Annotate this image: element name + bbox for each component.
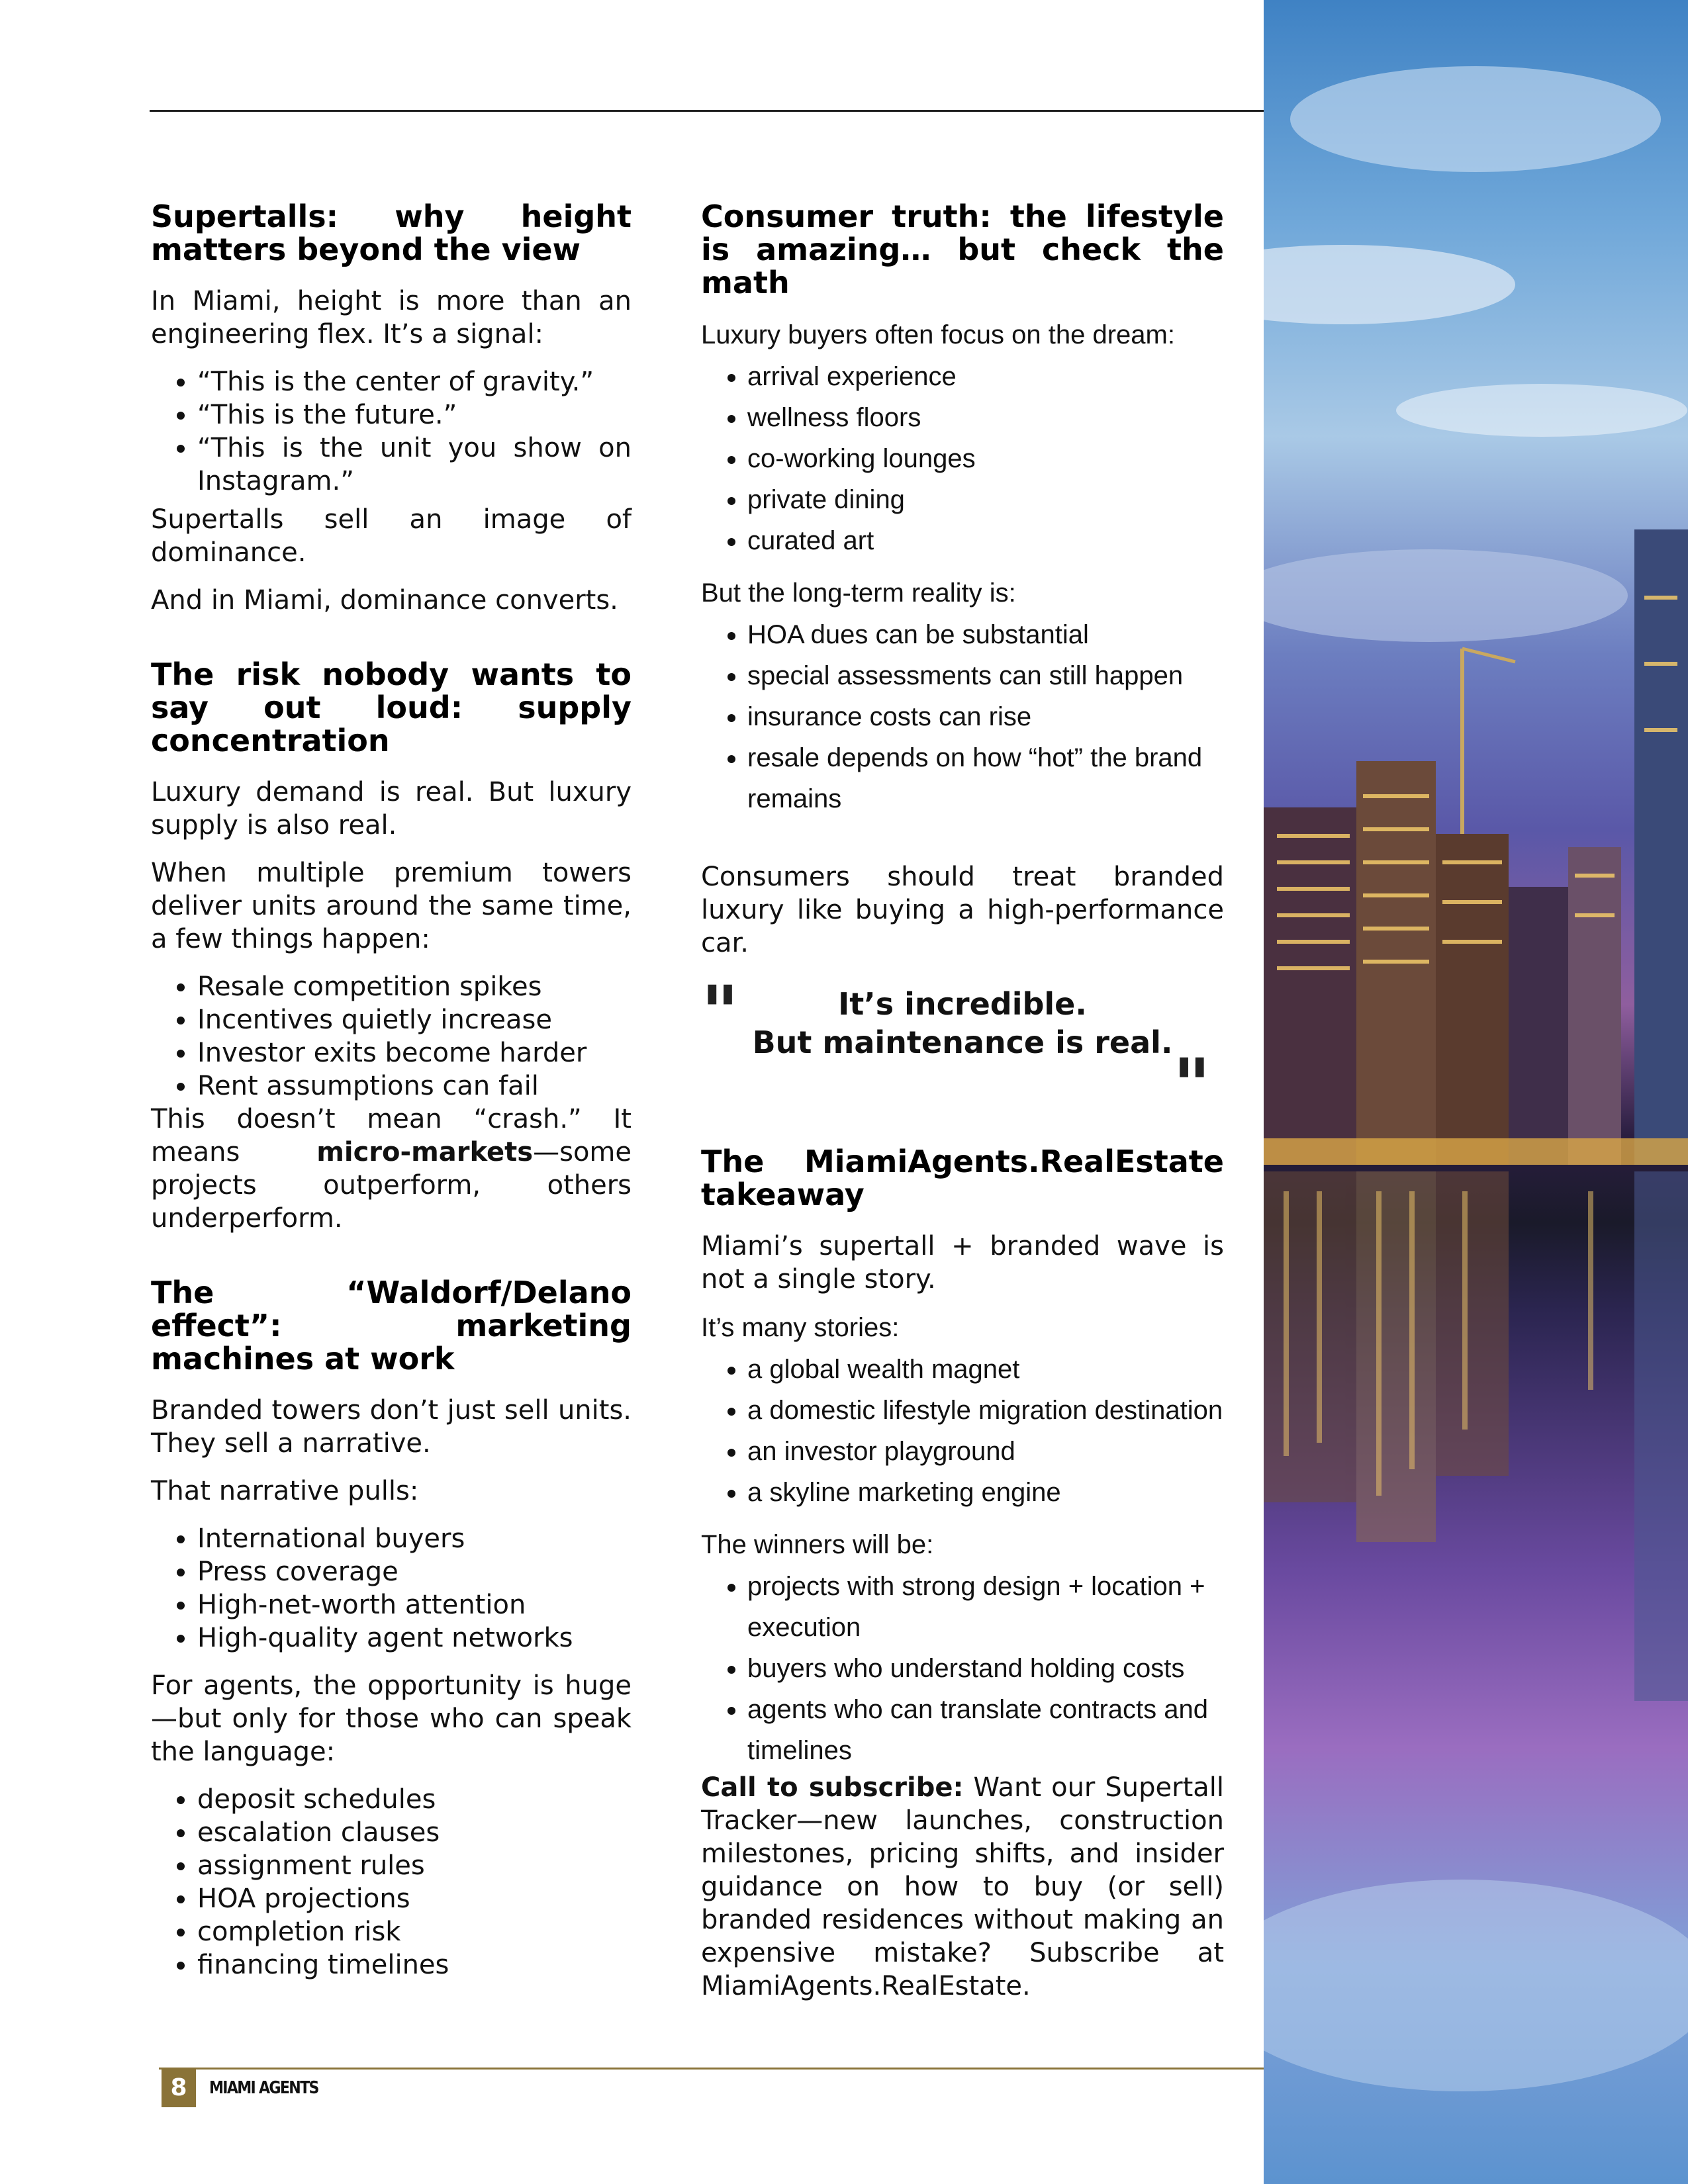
list-item: • Resale competition spikes (197, 970, 632, 1003)
list-item: • arrival experience (747, 356, 1224, 397)
list-item: • Investor exits become harder (197, 1036, 632, 1069)
paragraph: Luxury demand is real. But luxury supply is also real. (151, 777, 632, 841)
close-quote-icon: " (1172, 1042, 1211, 1128)
list-item: • deposit schedules (197, 1783, 632, 1816)
bullet-list-pulls (151, 1522, 632, 1655)
paragraph: For agents, the opportunity is huge—but only for those who can speak the language: (151, 1670, 632, 1767)
list-item: • High-net-worth attention (197, 1588, 632, 1621)
brand-logo-text: MIAMI AGENTS (209, 2078, 318, 2098)
right-column (701, 200, 1224, 2017)
paragraph-micro-markets (151, 1103, 632, 1235)
section-title-supply-risk: The risk nobody wants to say out loud: supply concentration (151, 657, 632, 758)
pull-quote-line: It’s incredible. (838, 986, 1087, 1022)
section-title-takeaway: The MiamiAgents.RealEstate takeaway (701, 1144, 1224, 1212)
list-item: • “This is the center of gravity.” (197, 365, 632, 398)
list-item: • curated art (747, 520, 1224, 561)
paragraph: Supertalls sell an image of dominance. (151, 504, 632, 568)
list-item: • projects with strong design + location + execution (747, 1566, 1224, 1648)
paragraph: The winners will be: (701, 1530, 934, 1559)
list-item: • completion risk (197, 1915, 632, 1948)
cta-text: Want our Supertall Tracker—new launches, construction milestones, pricing shifts, and insider guidance on how to buy (or sell) branded residences without making an expensive mistake? Subscribe at MiamiAgents.RealEstate. (701, 1772, 1225, 2001)
list-item: • wellness floors (747, 397, 1224, 438)
list-item: • International buyers (197, 1522, 632, 1555)
section-title-supertalls: Supertalls: why height matters beyond the view (151, 199, 632, 267)
list-item: • a domestic lifestyle migration destination (747, 1390, 1224, 1431)
header-rule (150, 110, 1264, 112)
paragraph: And in Miami, dominance converts. (151, 585, 618, 615)
skyline-illustration (1264, 0, 1688, 2184)
paragraph: It’s many stories: (701, 1313, 900, 1342)
left-column (151, 200, 632, 1996)
paragraph: Miami’s supertall + branded wave is not a single story. (701, 1231, 1224, 1295)
list-item: • an investor playground (747, 1431, 1224, 1472)
open-quote-icon: " (701, 970, 739, 1055)
paragraph: Luxury buyers often focus on the dream: (701, 320, 1175, 349)
text-run: —some projects outperform, others underperform. (151, 1137, 632, 1234)
list-item: • a skyline marketing engine (747, 1472, 1224, 1513)
cta-label: Call to subscribe: (701, 1772, 964, 1803)
pull-quote (701, 970, 1224, 1128)
list-item: • co-working lounges (747, 438, 1224, 479)
list-item: • insurance costs can rise (747, 696, 1224, 737)
page-number: 8 (162, 2068, 196, 2107)
section-title-consumer-truth: Consumer truth: the lifestyle is amazing… but check the math (701, 199, 1224, 300)
bullet-list-reality (701, 614, 1224, 819)
list-item: • Rent assumptions can fail (197, 1069, 632, 1103)
list-item: • buyers who understand holding costs (747, 1648, 1224, 1689)
list-item: • Press coverage (197, 1555, 632, 1588)
paragraph: Branded towers don’t just sell units. They sell a narrative. (151, 1395, 632, 1459)
list-item: • HOA projections (197, 1882, 632, 1915)
skyline-photo (1264, 0, 1688, 2184)
paragraph: That narrative pulls: (151, 1476, 419, 1506)
list-item: • assignment rules (197, 1849, 632, 1882)
list-item: • agents who can translate contracts and timelines (747, 1689, 1224, 1771)
bullet-list-stories (701, 1349, 1224, 1513)
list-item: • special assessments can still happen (747, 655, 1224, 696)
list-item: • resale depends on how “hot” the brand remains (747, 737, 1224, 819)
bullet-list-signals (151, 365, 632, 498)
bullet-list-effects (151, 970, 632, 1103)
list-item: • High-quality agent networks (197, 1621, 632, 1655)
list-item: • private dining (747, 479, 1224, 520)
text-run: This doesn’t mean “crash.” It means (151, 1104, 632, 1167)
bold-term: micro-markets (316, 1137, 534, 1167)
list-item: • escalation clauses (197, 1816, 632, 1849)
pull-quote-line: But maintenance is real. (752, 1024, 1173, 1060)
pull-quote-text (741, 985, 1184, 1062)
call-to-subscribe (701, 1771, 1224, 2003)
paragraph: Consumers should treat branded luxury like buying a high-performance car. (701, 862, 1224, 958)
bullet-list-winners (701, 1566, 1224, 1771)
bullet-list-language (151, 1783, 632, 1981)
footer-rule (159, 2068, 1264, 2070)
list-item: • “This is the unit you show on Instagram.” (197, 432, 632, 498)
paragraph: In Miami, height is more than an engineering flex. It’s a signal: (151, 286, 632, 349)
list-item: • a global wealth magnet (747, 1349, 1224, 1390)
section-title-waldorf-effect: The “Waldorf/Delano effect”: marketing machines at work (151, 1275, 632, 1377)
bullet-list-dream (701, 356, 1224, 561)
list-item: • Incentives quietly increase (197, 1003, 632, 1036)
paragraph: When multiple premium towers deliver units around the same time, a few things happen: (151, 858, 632, 954)
list-item: • “This is the future.” (197, 398, 632, 432)
list-item: • financing timelines (197, 1948, 632, 1981)
list-item: • HOA dues can be substantial (747, 614, 1224, 655)
paragraph: But the long-term reality is: (701, 578, 1016, 608)
